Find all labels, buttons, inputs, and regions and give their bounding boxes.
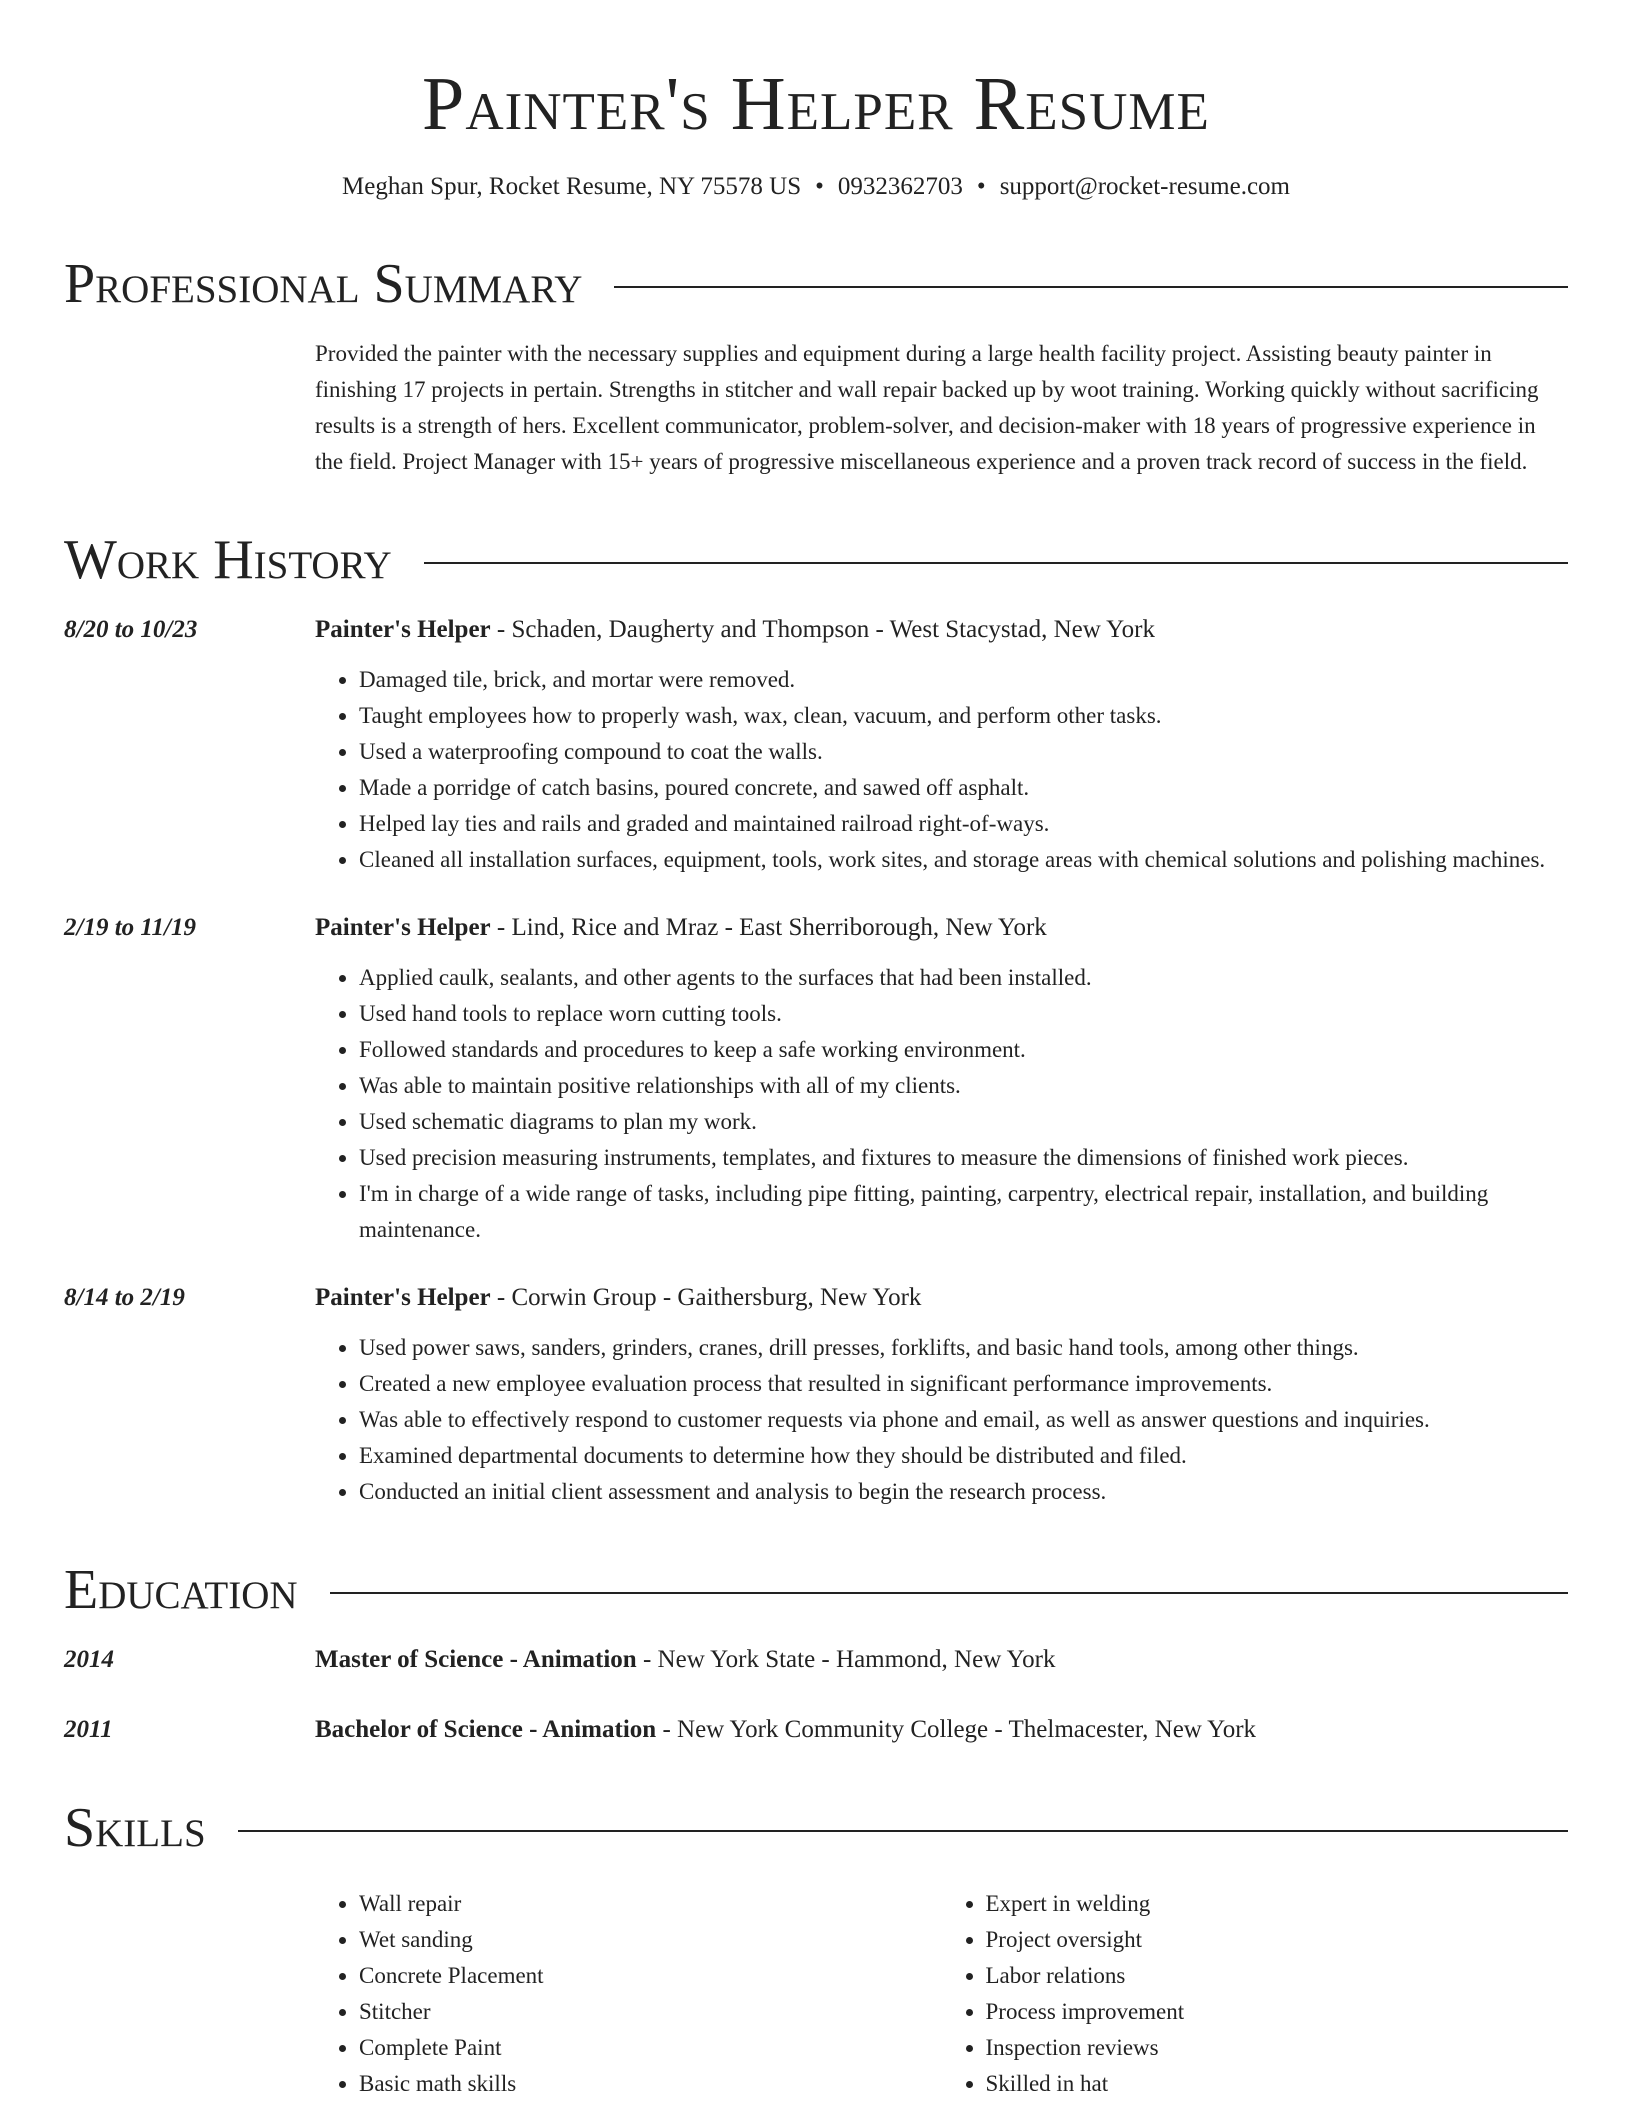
section-divider bbox=[330, 1592, 1568, 1594]
skill-item: • Wet sanding bbox=[359, 1922, 942, 1958]
job-body bbox=[315, 1280, 1568, 1510]
job-role: Painter's Helper bbox=[315, 616, 491, 643]
job-entry bbox=[64, 910, 1568, 1248]
job-duty: • Conducted an initial client assessment and analysis to begin the research process. bbox=[359, 1474, 1568, 1510]
education-year: 2011 bbox=[64, 1716, 113, 1743]
education-heading bbox=[315, 1642, 1568, 1678]
job-duty: • Created a new employee evaluation process that resulted in significant performance improvements. bbox=[359, 1366, 1568, 1402]
job-role: Painter's Helper bbox=[315, 1284, 491, 1311]
job-duty: • Made a porridge of catch basins, poured concrete, and sawed off asphalt. bbox=[359, 770, 1568, 806]
job-dates: 8/20 to 10/23 bbox=[64, 616, 198, 643]
skills-column-right bbox=[942, 1886, 1569, 2102]
education-degree: Master of Science - Animation bbox=[315, 1646, 637, 1673]
education-school: - New York State - Hammond, New York bbox=[636, 1646, 1056, 1673]
skill-item: • Wall repair bbox=[359, 1886, 942, 1922]
skill-item: • Inspection reviews bbox=[986, 2030, 1569, 2066]
education-section-header bbox=[64, 1558, 1568, 1622]
contact-phone: 0932362703 bbox=[837, 173, 963, 200]
resume-page bbox=[64, 0, 1568, 2102]
skills-column-left bbox=[315, 1886, 942, 2102]
skill-item: • Concrete Placement bbox=[359, 1958, 942, 1994]
job-body bbox=[315, 910, 1568, 1248]
job-duty: • Used schematic diagrams to plan my work. bbox=[359, 1104, 1568, 1140]
skill-item: • Expert in welding bbox=[986, 1886, 1569, 1922]
skill-item: • Skilled in hat bbox=[986, 2066, 1569, 2102]
job-role: Painter's Helper bbox=[315, 914, 491, 941]
skill-item: • Basic math skills bbox=[359, 2066, 942, 2102]
skill-item: • Process improvement bbox=[986, 1994, 1569, 2030]
job-entry bbox=[64, 1280, 1568, 1510]
education-school: - New York Community College - Thelmacester, New York bbox=[656, 1716, 1257, 1743]
job-body bbox=[315, 612, 1568, 878]
job-duties bbox=[315, 1330, 1568, 1510]
job-duty: • Damaged tile, brick, and mortar were removed. bbox=[359, 662, 1568, 698]
job-duty: • Used hand tools to replace worn cutting tools. bbox=[359, 996, 1568, 1032]
skills-grid bbox=[315, 1886, 1568, 2102]
section-divider bbox=[614, 286, 1568, 288]
job-heading bbox=[315, 612, 1568, 648]
contact-separator: • bbox=[815, 173, 824, 200]
job-duty: • Used a waterproofing compound to coat the walls. bbox=[359, 734, 1568, 770]
job-duty: • Followed standards and procedures to keep a safe working environment. bbox=[359, 1032, 1568, 1068]
skill-item: • Project oversight bbox=[986, 1922, 1569, 1958]
skills-section-header bbox=[64, 1796, 1568, 1860]
summary-text: Provided the painter with the necessary supplies and equipment during a large health facility project. Assisting beauty painter in finishing 17 projects in pertain. Strengths in stitcher and wall repair backed up by woot training. Working quickly without sacrificing results is a strength of hers. Excellent communicator, problem-solver, and decision-maker with 18 years of progressive experience in the field. Project Manager with 15+ years of progressive miscellaneous experience and a proven track record of success in the field. bbox=[315, 341, 1539, 474]
contact-separator: • bbox=[976, 173, 986, 200]
skill-item: • Labor relations bbox=[986, 1958, 1569, 1994]
job-entry bbox=[64, 612, 1568, 878]
job-employer: - Lind, Rice and Mraz - East Sherriborough, New York bbox=[490, 914, 1047, 941]
education-year: 2014 bbox=[64, 1646, 114, 1673]
education-heading bbox=[315, 1712, 1568, 1748]
education-entry bbox=[64, 1712, 1568, 1748]
job-duty: • Was able to effectively respond to customer requests via phone and email, as well as answer questions and inquiries. bbox=[359, 1402, 1568, 1438]
job-duty: • Helped lay ties and rails and graded and maintained railroad right-of-ways. bbox=[359, 806, 1568, 842]
skills-section-title: Skills bbox=[64, 1797, 206, 1859]
section-divider bbox=[424, 562, 1568, 564]
job-duty: • Was able to maintain positive relationships with all of my clients. bbox=[359, 1068, 1568, 1104]
job-duties bbox=[315, 662, 1568, 878]
job-duty: • I'm in charge of a wide range of tasks, including pipe fitting, painting, carpentry, electrical repair, installation, and building maintenance. bbox=[359, 1176, 1568, 1248]
job-dates: 2/19 to 11/19 bbox=[64, 914, 196, 941]
job-duty: • Applied caulk, sealants, and other agents to the surfaces that had been installed. bbox=[359, 960, 1568, 996]
job-duty: • Examined departmental documents to determine how they should be distributed and filed. bbox=[359, 1438, 1568, 1474]
job-duty: • Taught employees how to properly wash, wax, clean, vacuum, and perform other tasks. bbox=[359, 698, 1568, 734]
contact-address: Meghan Spur, Rocket Resume, NY 75578 US bbox=[342, 173, 802, 200]
job-employer: - Corwin Group - Gaithersburg, New York bbox=[490, 1284, 922, 1311]
section-divider bbox=[238, 1830, 1568, 1832]
job-heading bbox=[315, 1280, 1568, 1316]
contact-line bbox=[64, 170, 1568, 204]
job-duty: • Used power saws, sanders, grinders, cranes, drill presses, forklifts, and basic hand tools, among other things. bbox=[359, 1330, 1568, 1366]
summary-section-header bbox=[64, 252, 1568, 316]
skill-item: • Stitcher bbox=[359, 1994, 942, 2030]
job-duty: • Used precision measuring instruments, templates, and fixtures to measure the dimensions of finished work pieces. bbox=[359, 1140, 1568, 1176]
skill-item: • Complete Paint bbox=[359, 2030, 942, 2066]
job-duty: • Cleaned all installation surfaces, equipment, tools, work sites, and storage areas with chemical solutions and polishing machines. bbox=[359, 842, 1568, 878]
summary-section-title: Professional Summary bbox=[64, 253, 583, 315]
job-employer: - Schaden, Daugherty and Thompson - West Stacystad, New York bbox=[490, 616, 1155, 643]
job-dates: 8/14 to 2/19 bbox=[64, 1284, 185, 1311]
resume-title: Painter's Helper Resume bbox=[422, 62, 1210, 146]
job-heading bbox=[315, 910, 1568, 946]
education-degree: Bachelor of Science - Animation bbox=[315, 1716, 657, 1743]
education-entry bbox=[64, 1642, 1568, 1678]
contact-email: support@rocket-resume.com bbox=[999, 173, 1290, 200]
job-duties bbox=[315, 960, 1568, 1248]
work-section-header bbox=[64, 528, 1568, 592]
work-section-title: Work History bbox=[64, 529, 392, 591]
education-section-title: Education bbox=[64, 1559, 298, 1621]
